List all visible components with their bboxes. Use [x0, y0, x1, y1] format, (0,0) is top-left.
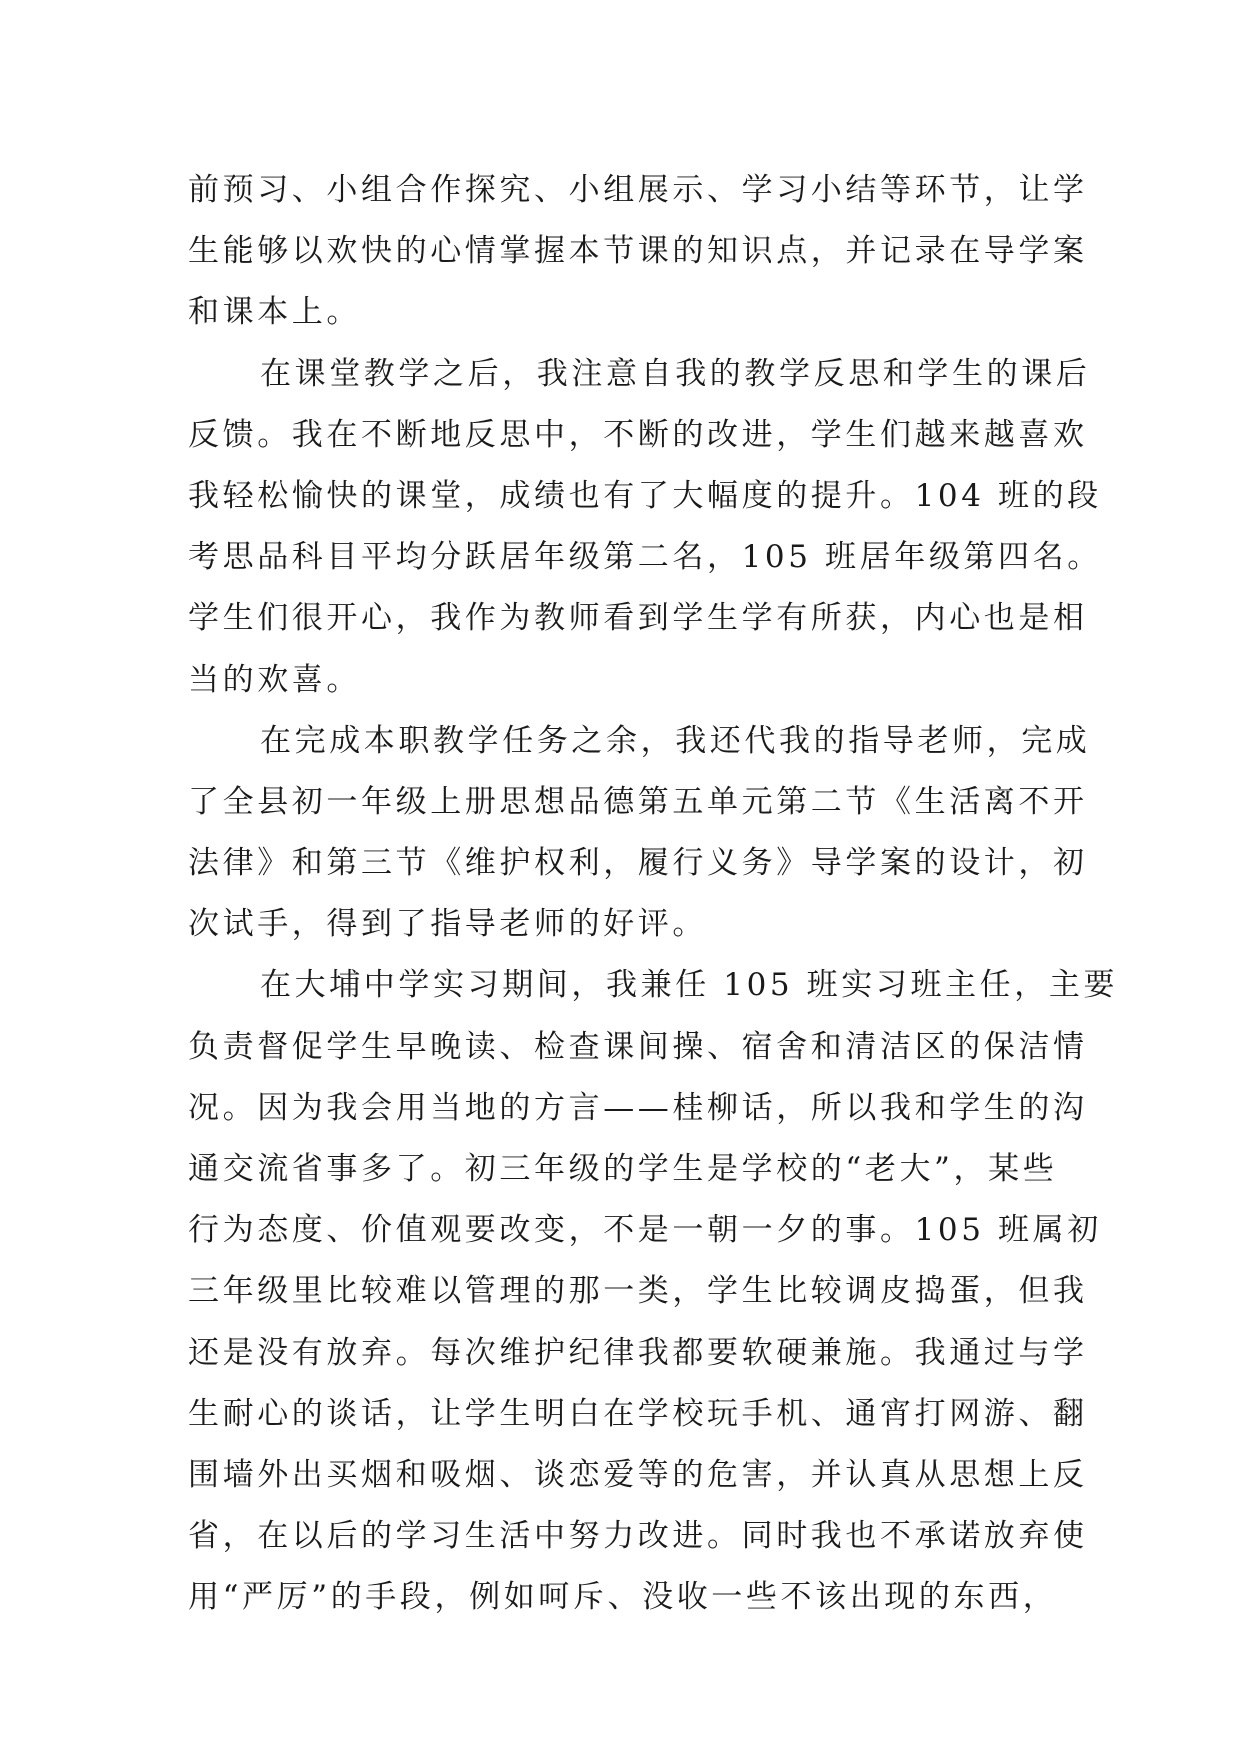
text-line: 当的欢喜。 — [188, 661, 361, 698]
text-line-paragraph-start: 在大埔中学实习期间，我兼任 105 班实习班主任，主要 — [260, 967, 1119, 1004]
text-line: 前预习、小组合作探究、小组展示、学习小结等环节，让学 — [188, 172, 1088, 208]
text-line: 学生们很开心，我作为教师看到学生学有所获，内心也是相 — [188, 600, 1088, 637]
text-line: 法律》和第三节《维护权利，履行义务》导学案的设计，初 — [188, 845, 1088, 882]
text-line: 还是没有放弃。每次维护纪律我都要软硬兼施。我通过与学 — [188, 1334, 1088, 1371]
text-line: 了全县初一年级上册思想品德第五单元第二节《生活离不开 — [188, 783, 1088, 820]
text-line-paragraph-start: 在课堂教学之后，我注意自我的教学反思和学生的课后 — [260, 355, 1091, 392]
text-line: 生能够以欢快的心情掌握本节课的知识点，并记录在导学案 — [188, 233, 1088, 270]
text-line: 用“严厉”的手段，例如呵斥、没收一些不该出现的东西， — [188, 1579, 1058, 1616]
body-text — [188, 160, 1119, 1629]
text-line: 况。因为我会用当地的方言——桂柳话，所以我和学生的沟 — [188, 1089, 1088, 1126]
text-line: 考思品科目平均分跃居年级第二名，105 班居年级第四名。 — [188, 539, 1102, 576]
text-line: 次试手，得到了指导老师的好评。 — [188, 906, 707, 943]
text-line: 行为态度、价值观要改变，不是一朝一夕的事。105 班属初 — [188, 1212, 1102, 1249]
text-line: 和课本上。 — [188, 294, 361, 331]
text-line: 围墙外出买烟和吸烟、谈恋爱等的危害，并认真从思想上反 — [188, 1456, 1088, 1493]
text-line: 通交流省事多了。初三年级的学生是学校的“老大”，某些 — [188, 1151, 1058, 1187]
text-line: 反馈。我在不断地反思中，不断的改进，学生们越来越喜欢 — [188, 416, 1088, 453]
text-line: 三年级里比较难以管理的那一类，学生比较调皮捣蛋，但我 — [188, 1273, 1088, 1310]
text-line: 生耐心的谈话，让学生明白在学校玩手机、通宵打网游、翻 — [188, 1395, 1088, 1432]
text-line: 负责督促学生早晚读、检查课间操、宿舍和清洁区的保洁情 — [188, 1028, 1088, 1065]
text-line: 我轻松愉快的课堂，成绩也有了大幅度的提升。104 班的段 — [188, 477, 1102, 514]
text-line-paragraph-start: 在完成本职教学任务之余，我还代我的指导老师，完成 — [260, 722, 1091, 759]
text-line: 省，在以后的学习生活中努力改进。同时我也不承诺放弃使 — [188, 1518, 1088, 1555]
